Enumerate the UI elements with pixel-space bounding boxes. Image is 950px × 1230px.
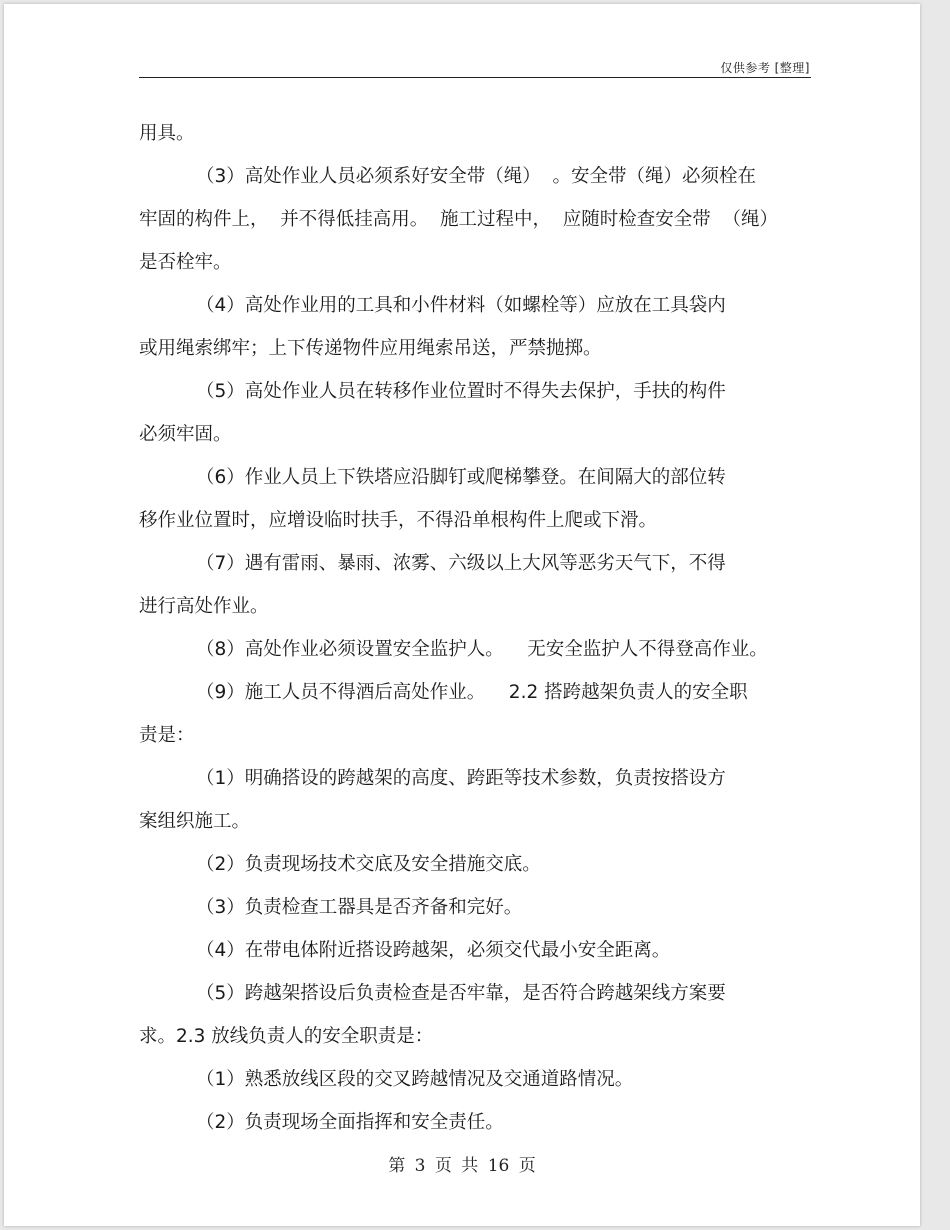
text-line: （9）施工人员不得酒后高处作业。 2.2 搭跨越架负责人的安全职 [196, 682, 748, 703]
text-line: 案组织施工。 [139, 811, 251, 832]
text-line: 移作业位置时，应增设临时扶手，不得沿单根构件上爬或下滑。 [139, 510, 658, 531]
text-line: 责是： [139, 725, 195, 746]
text-line: 是否栓牢。 [139, 252, 232, 273]
document-body [139, 112, 811, 1144]
text-line: 或用绳索绑牢；上下传递物件应用绳索吊送，严禁抛掷。 [139, 338, 602, 359]
text-line: （6）作业人员上下铁塔应沿脚钉或爬梯攀登。在间隔大的部位转 [196, 467, 726, 488]
text-line: 求。2.3 放线负责人的安全职责是： [139, 1026, 434, 1047]
text-line: （4）在带电体附近搭设跨越架，必须交代最小安全距离。 [196, 940, 671, 961]
text-line: 牢固的构件上， 并不得低挂高用。 施工过程中， 应随时检查安全带 （绳） [139, 209, 779, 230]
header-note: 仅供参考 [整理] [720, 61, 810, 75]
text-line: （5）高处作业人员在转移作业位置时不得失去保护，手扶的构件 [196, 381, 726, 402]
text-line: （5）跨越架搭设后负责检查是否牢靠，是否符合跨越架线方案要 [196, 983, 726, 1004]
header-rule [139, 77, 811, 78]
text-line: （7）遇有雷雨、暴雨、浓雾、六级以上大风等恶劣天气下，不得 [196, 553, 726, 574]
text-line: （4）高处作业用的工具和小件材料（如螺栓等）应放在工具袋内 [196, 295, 726, 316]
text-line: （2）负责现场全面指挥和安全责任。 [196, 1112, 504, 1133]
document-page [4, 4, 920, 1226]
text-line: （1）明确搭设的跨越架的高度、跨距等技术参数，负责按搭设方 [196, 768, 726, 789]
text-line: （3）高处作业人员必须系好安全带（绳） 。安全带（绳）必须栓在 [196, 166, 757, 187]
text-line: （1）熟悉放线区段的交叉跨越情况及交通道路情况。 [196, 1069, 634, 1090]
text-line: （8）高处作业必须设置安全监护人。 无安全监护人不得登高作业。 [196, 639, 768, 660]
text-line: （2）负责现场技术交底及安全措施交底。 [196, 854, 541, 875]
text-line: 必须牢固。 [139, 424, 232, 445]
text-line: （3）负责检查工器具是否齐备和完好。 [196, 897, 523, 918]
page-footer: 第 3 页 共 16 页 [388, 1156, 536, 1176]
text-line: 进行高处作业。 [139, 596, 269, 617]
text-line: 用具。 [139, 123, 195, 144]
